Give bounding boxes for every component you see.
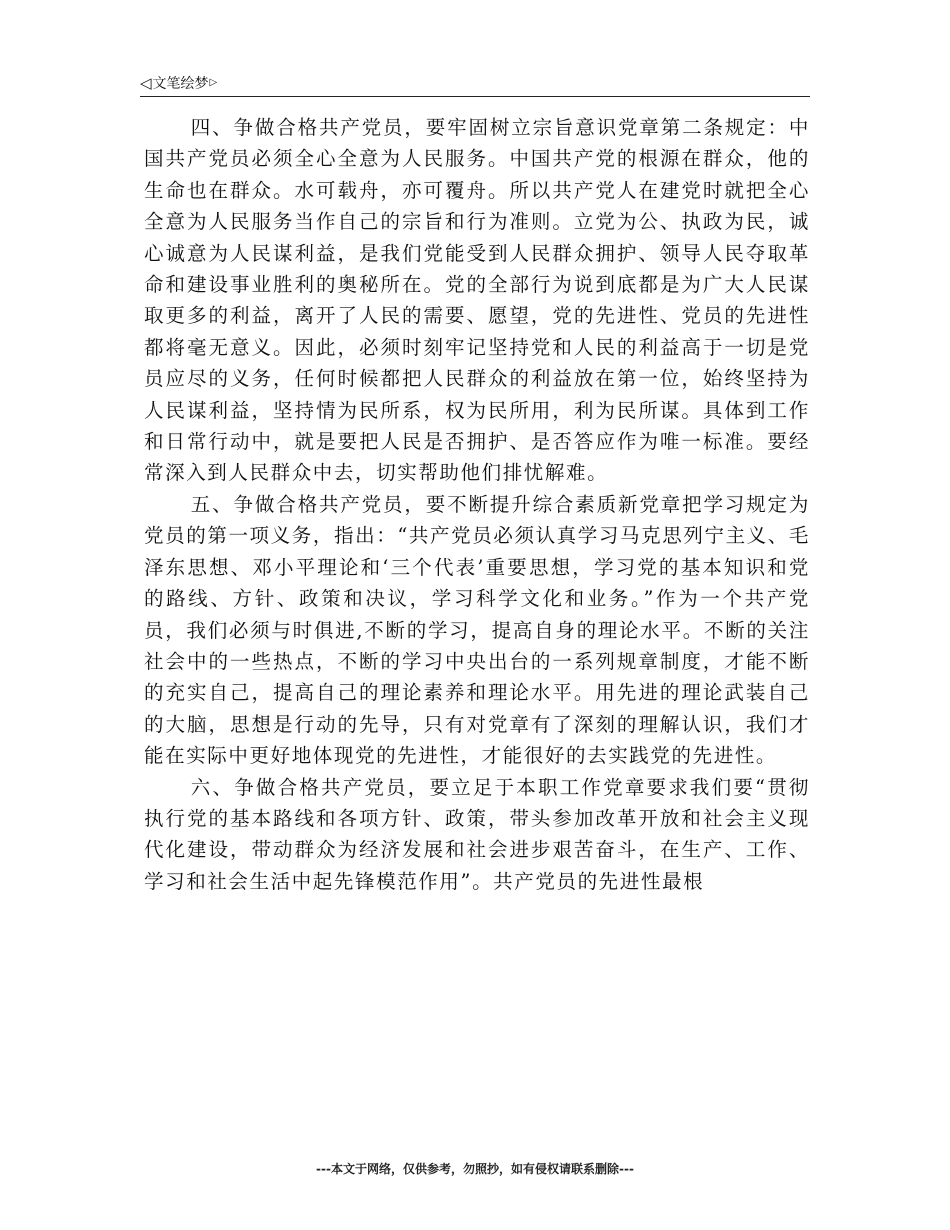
paragraph-four: 四、争做合格共产党员，要牢固树立宗旨意识党章第二条规定：中国共产党员必须全心全意为人民服务。中国共产党的根源在群众，他的生命也在群众。水可载舟，亦可覆舟。所以共产党人在建党时就把全心全意为人民服务当作自己的宗旨和行为准则。立党为公、执政为民，诚心诚意为人民谋利益，是我们党能受到人民群众拥护、领导人民夺取革命和建设事业胜利的奥秘所在。党的全部行为说到底都是为广大人民谋取更多的利益，离开了人民的需要、愿望，党的先进性、党员的先进性都将毫无意义。因此，必须时刻牢记坚持党和人民的利益高于一切是党员应尽的义务，任何时候都把人民群众的利益放在第一位，始终坚持为人民谋利益，坚持情为民所系，权为民所用，利为民所谋。具体到工作和日常行动中，就是要把人民是否拥护、是否答应作为唯一标准。要经常深入到人民群众中去，切实帮助他们排忧解难。	[144, 116, 810, 485]
document-body	[144, 112, 810, 897]
left-triangle-icon: ◁	[140, 74, 152, 92]
brand-name: 文笔绘梦	[152, 76, 209, 92]
right-triangle-icon: ▷	[209, 77, 218, 88]
paragraph-five: 五、争做合格共产党员，要不断提升综合素质新党章把学习规定为党员的第一项义务，指出：“共产党员必须认真学习马克思列宁主义、毛泽东思想、邓小平理论和‘三个代表’重要思想，学习党的基本知识和党的路线、方针、政策和决议，学习科学文化和业务。”作为一个共产党员，我们必须与时俱进,不断的学习，提高自身的理论水平。不断的关注社会中的一些热点，不断的学习中央出台的一系列规章制度，才能不断的充实自己，提高自己的理论素养和理论水平。用先进的理论武装自己的大脑，思想是行动的先导，只有对党章有了深刻的理解认识，我们才能在实际中更好地体现党的先进性，才能很好的去实践党的先进性。	[144, 492, 810, 768]
footer-notice: ---本文于网络，仅供参考，勿照抄，如有侵权请联系删除---	[316, 1162, 634, 1176]
paragraph-six: 六、争做合格共产党员，要立足于本职工作党章要求我们要“贯彻执行党的基本路线和各项方针、政策，带头参加改革开放和社会主义现代化建设，带动群众为经济发展和社会进步艰苦奋斗，在生产、工作、学习和社会生活中起先锋模范作用”。共产党员的先进性最根	[144, 775, 810, 893]
page-header	[140, 74, 810, 97]
brand-logo	[140, 74, 217, 93]
